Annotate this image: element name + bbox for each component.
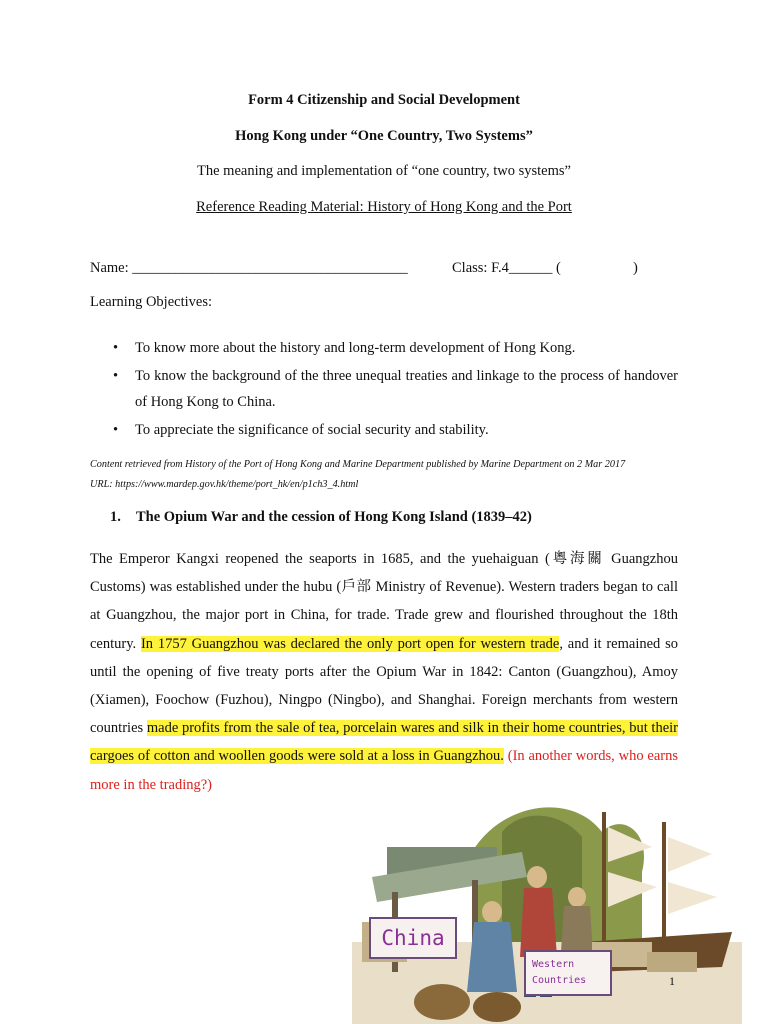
body-paragraph bbox=[90, 545, 678, 799]
china-label-box: China bbox=[369, 917, 457, 959]
highlighted-text: made profits from the sale of tea, porcelain wares and silk in their home countries, but their cargoes of cotton and woollen goods were sold at a loss in Guangzhou. bbox=[90, 720, 678, 765]
citation-text: Content retrieved from History of the Port of Hong Kong and Marine Department published by Marine Department on 2 Mar 2017 bbox=[90, 459, 626, 470]
section-heading bbox=[110, 509, 532, 526]
section-title: The Opium War and the cession of Hong Kong Island (1839–42) bbox=[136, 509, 532, 525]
western-countries-label-box bbox=[524, 950, 612, 996]
list-item bbox=[113, 417, 678, 444]
western-label-line: Countries bbox=[532, 975, 587, 986]
highlighted-text: In 1757 Guangzhou was declared the only port open for western trade bbox=[140, 635, 560, 652]
document-header bbox=[90, 92, 678, 219]
class-field: Class: F.4______ ( bbox=[452, 260, 561, 276]
learning-objectives-list bbox=[113, 335, 678, 444]
objective-text: To know the background of the three unequal treaties and linkage to the process of handover of Hong Kong to China. bbox=[135, 367, 678, 410]
western-label-line: Western bbox=[532, 959, 575, 970]
student-info-row bbox=[90, 260, 678, 280]
citation-url: URL: https://www.mardep.gov.hk/theme/port_hk/en/p1ch3_4.html bbox=[90, 479, 359, 490]
topic-title: The meaning and implementation of “one country, two systems” bbox=[197, 163, 571, 179]
bullet-icon: • bbox=[113, 421, 119, 438]
class-number-close: ) bbox=[633, 260, 638, 276]
list-item bbox=[113, 363, 678, 416]
list-item bbox=[113, 335, 678, 362]
objective-text: To appreciate the significance of social security and stability. bbox=[135, 421, 489, 438]
page-number: 1 bbox=[669, 974, 675, 988]
section-number: 1. bbox=[110, 509, 121, 525]
paragraph-text: The Emperor Kangxi reopened the seaports in 1685, and the yuehaiguan (粵海關 Guangzhou Customs) was established under the hubu (戶部 Ministry of Revenue). Western traders began to call at Guangzhou, the major port in China, for trade. Trade grew and flourished throughout the 18th century. bbox=[90, 551, 678, 652]
bullet-icon: • bbox=[113, 340, 119, 356]
objective-text: To know more about the history and long-term development of Hong Kong. bbox=[135, 340, 576, 356]
question-text: (In another words, who earns more in the trading?) bbox=[90, 748, 678, 793]
bullet-icon: • bbox=[113, 367, 119, 384]
learning-objectives-label: Learning Objectives: bbox=[90, 294, 212, 310]
paragraph-text: , and it remained so until the opening of five treaty ports after the Opium War in 1842: Canton (Guangzhou), Amoy (Xiamen), Foochow (Fuzhou), Ningpo (Ningbo), and Shanghai. Foreign merchants from western countries bbox=[90, 635, 678, 737]
course-title: Form 4 Citizenship and Social Development bbox=[248, 92, 520, 108]
reference-title: Reference Reading Material: History of Hong Kong and the Port bbox=[196, 199, 572, 215]
name-field: Name: ______________________________________ bbox=[90, 260, 408, 276]
source-citation bbox=[90, 455, 690, 495]
unit-title: Hong Kong under “One Country, Two Systems” bbox=[235, 128, 533, 144]
